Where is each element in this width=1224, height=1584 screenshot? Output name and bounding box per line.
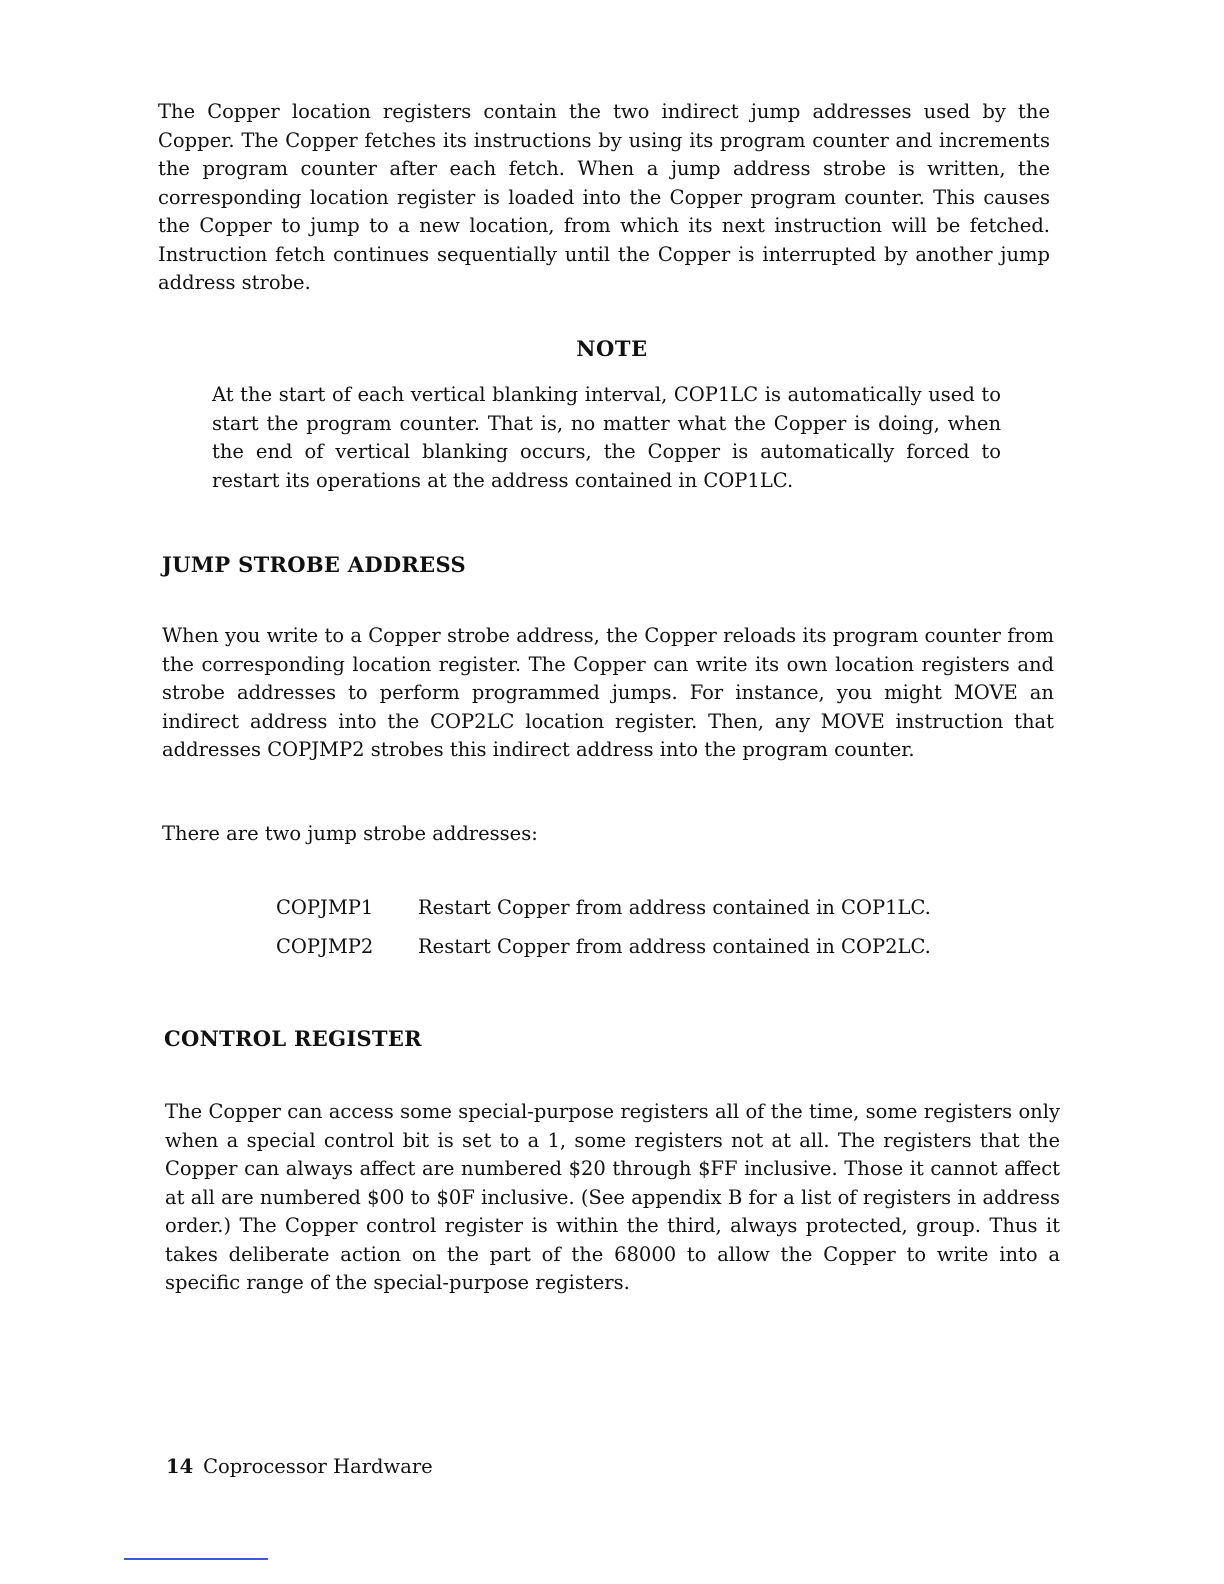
control-register-paragraph: The Copper can access some special-purpose registers all of the time, some registers only when a special control bit is set to a 1, some registers not at all. The registers that the Copper can always affect are numbered $20 through $FF inclusive. Those it cannot affect at all are numbered $00 to $0F inclusive. (See appendix B for a list of registers in address order.) The Copper control register is within the third, always protected, group. Thus it takes deliberate action on the part of the 68000 to allow the Copper to write into a specific range of the special-purpose registers. [165, 1100, 1060, 1294]
page-number: 14 [166, 1455, 194, 1478]
strobe-description: Restart Copper from address contained in COP1LC. [418, 896, 931, 919]
jump-strobe-list-intro: There are two jump strobe addresses: [162, 822, 538, 845]
jump-strobe-heading: JUMP STROBE ADDRESS [162, 552, 466, 577]
footer-section-title: Coprocessor Hardware [203, 1455, 433, 1478]
strobe-name: COPJMP1 [276, 896, 374, 919]
page-footer [166, 1455, 433, 1478]
intro-paragraph: The Copper location registers contain the two indirect jump addresses used by the Copper. The Copper fetches its instructions by using its program counter and increments the program counter after each fetch. When a jump address strobe is written, the corresponding location register is loaded into the Copper program counter. This causes the Copper to jump to a new location, from which its next instruction will be fetched. Instruction fetch continues sequentially until the Copper is interrupted by another jump address strobe. [158, 100, 1050, 294]
table-row [276, 927, 931, 966]
table-row [276, 888, 931, 927]
control-register-heading: CONTROL REGISTER [164, 1026, 422, 1051]
strobe-name: COPJMP2 [276, 935, 374, 958]
jump-strobe-paragraph: When you write to a Copper strobe address, the Copper reloads its program counter from the corresponding location register. The Copper can write its own location registers and strobe addresses to perform programmed jumps. For instance, you might MOVE an indirect address into the COP2LC location register. Then, any MOVE instruction that addresses COPJMP2 strobes this indirect address into the program counter. [162, 624, 1054, 761]
jump-strobe-table [276, 888, 931, 966]
bottom-rule-divider [124, 1558, 268, 1560]
strobe-description: Restart Copper from address contained in COP2LC. [418, 935, 931, 958]
note-text: At the start of each vertical blanking interval, COP1LC is automatically used to start the program counter. That is, no matter what the Copper is doing, when the end of vertical blanking occurs, the Copper is automatically forced to restart its operations at the address contained in COP1LC. [212, 383, 1001, 492]
note-title: NOTE [576, 336, 648, 361]
